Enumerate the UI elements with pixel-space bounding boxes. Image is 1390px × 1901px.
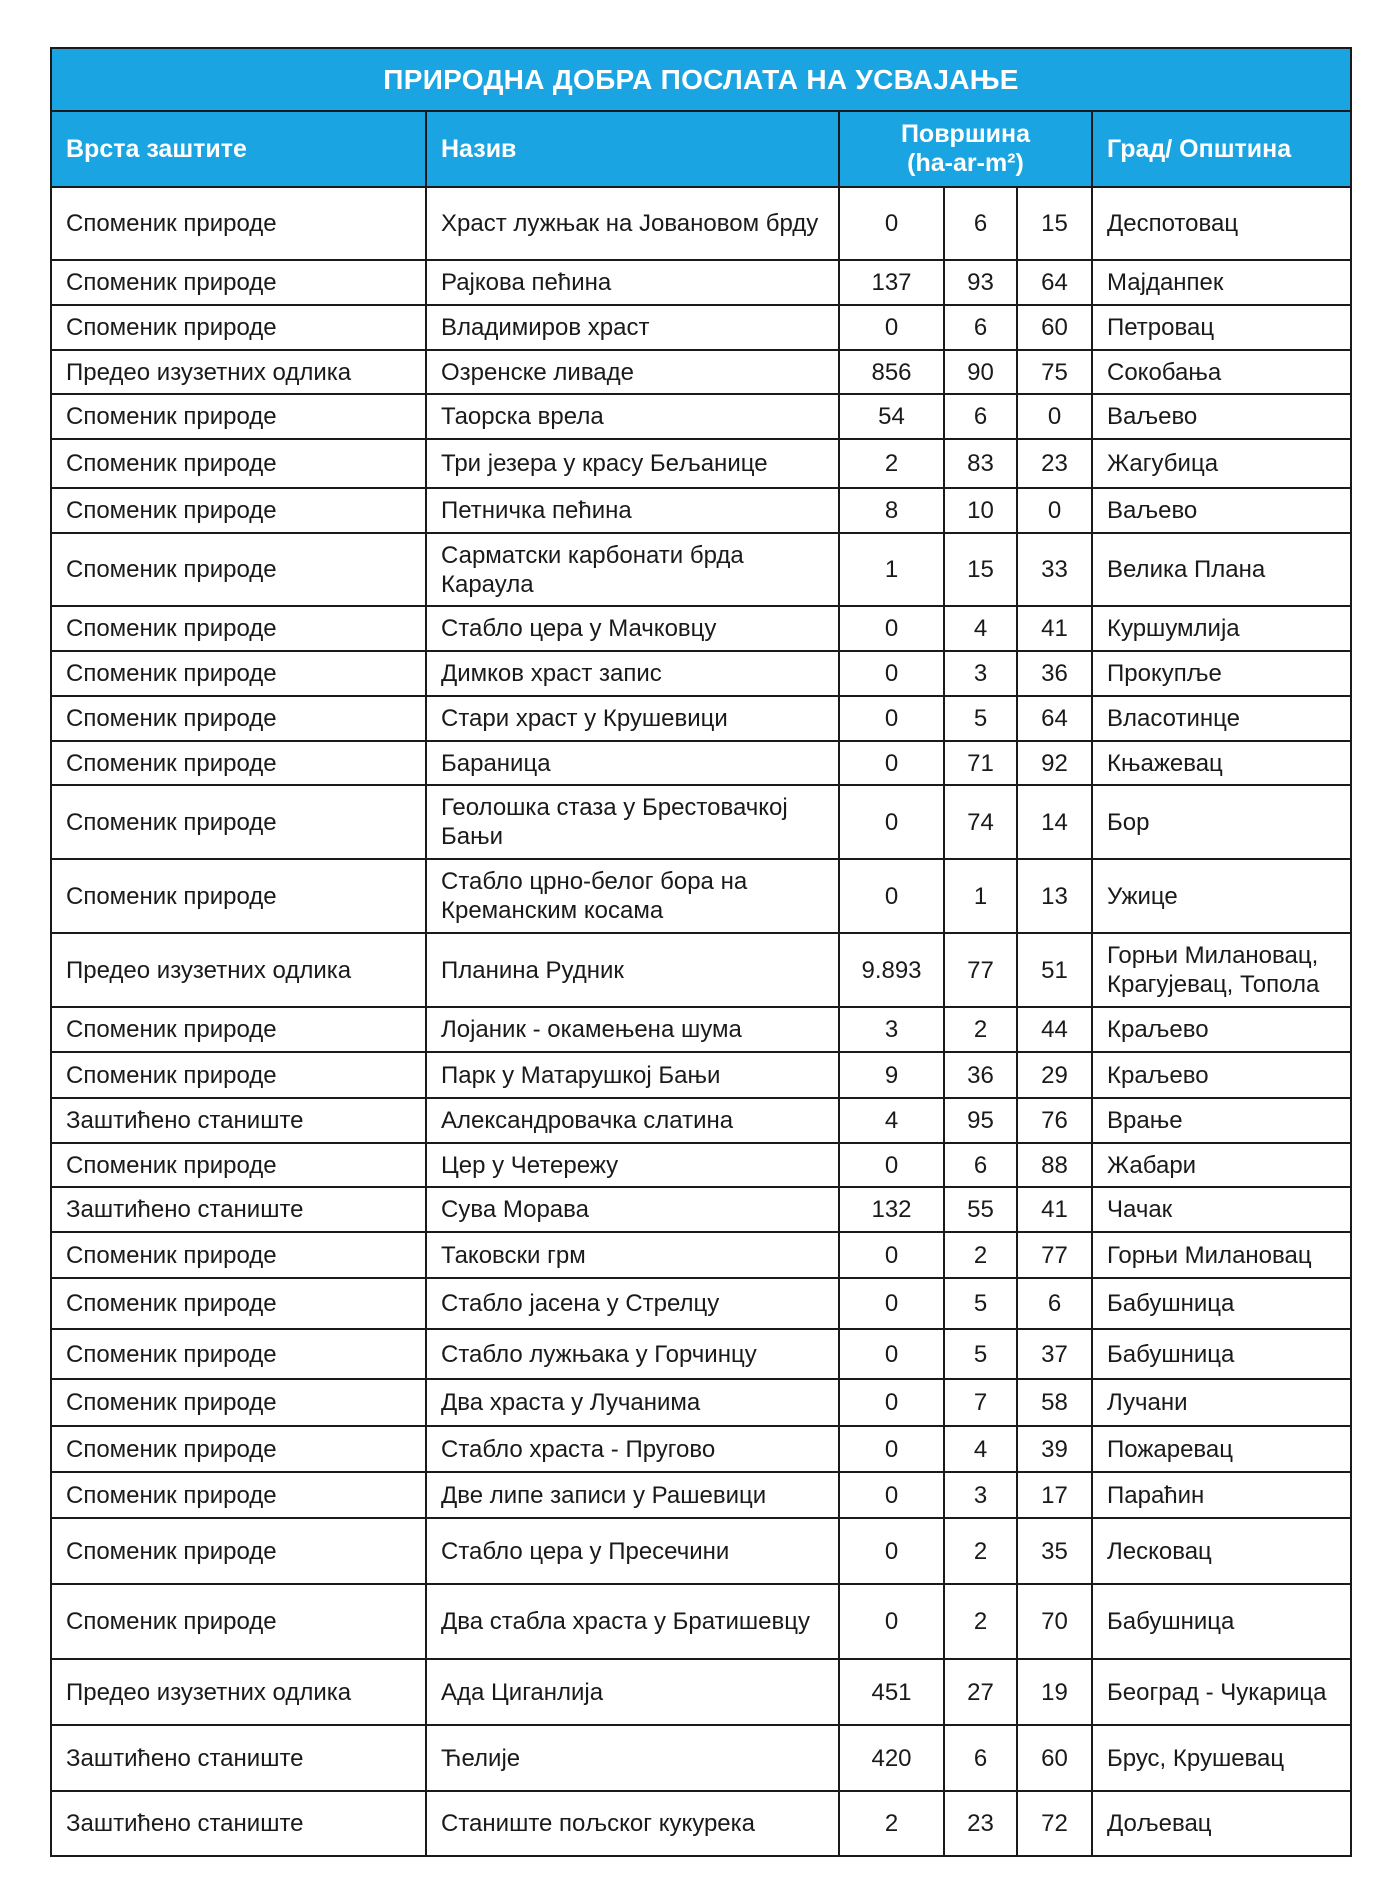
- cell-protection-type: Споменик природе: [51, 651, 426, 696]
- cell-name: Бараница: [426, 741, 839, 785]
- cell-area-m2: 23: [1017, 439, 1092, 488]
- cell-area-m2: 44: [1017, 1007, 1092, 1052]
- cell-area-m2: 75: [1017, 350, 1092, 394]
- table-row: [51, 859, 1351, 933]
- document-page: [50, 47, 1350, 1857]
- cell-city: Пожаревац: [1092, 1426, 1351, 1472]
- cell-area-ar: 5: [944, 696, 1017, 741]
- cell-area-ar: 2: [944, 1584, 1017, 1659]
- cell-area-ha: 0: [839, 1379, 944, 1426]
- cell-city: Жагубица: [1092, 439, 1351, 488]
- cell-name: Три језера у красу Бељанице: [426, 439, 839, 488]
- table-row: [51, 305, 1351, 350]
- cell-area-ar: 5: [944, 1278, 1017, 1329]
- cell-city: Горњи Милановац, Крагујевац, Топола: [1092, 933, 1351, 1007]
- cell-area-ha: 9: [839, 1052, 944, 1098]
- cell-area-ar: 23: [944, 1791, 1017, 1856]
- cell-name: Геолошка стаза у Брестовачкој Бањи: [426, 785, 839, 859]
- cell-area-m2: 39: [1017, 1426, 1092, 1472]
- cell-area-ha: 451: [839, 1659, 944, 1725]
- cell-area-m2: 41: [1017, 1187, 1092, 1232]
- cell-area-m2: 70: [1017, 1584, 1092, 1659]
- cell-area-ar: 27: [944, 1659, 1017, 1725]
- cell-protection-type: Споменик природе: [51, 1379, 426, 1426]
- cell-name: Ада Циганлија: [426, 1659, 839, 1725]
- cell-protection-type: Споменик природе: [51, 1232, 426, 1278]
- cell-city: Жабари: [1092, 1143, 1351, 1187]
- cell-area-ha: 0: [839, 859, 944, 933]
- cell-area-ar: 55: [944, 1187, 1017, 1232]
- cell-name: Стабло црно-белог бора на Креманским косама: [426, 859, 839, 933]
- cell-name: Стабло цера у Мачковцу: [426, 606, 839, 651]
- cell-area-ha: 3: [839, 1007, 944, 1052]
- header-area-unit: (ha-ar-m²): [907, 149, 1024, 177]
- cell-area-ar: 2: [944, 1007, 1017, 1052]
- cell-protection-type: Предео изузетних одлика: [51, 350, 426, 394]
- table-row: [51, 606, 1351, 651]
- cell-area-ha: 54: [839, 394, 944, 439]
- cell-city: Бабушница: [1092, 1584, 1351, 1659]
- cell-area-ha: 2: [839, 439, 944, 488]
- header-area: [839, 111, 1092, 187]
- cell-city: Београд - Чукарица: [1092, 1659, 1351, 1725]
- cell-name: Стабло храста - Пругово: [426, 1426, 839, 1472]
- cell-area-ar: 71: [944, 741, 1017, 785]
- table-row: [51, 1426, 1351, 1472]
- cell-city: Краљево: [1092, 1007, 1351, 1052]
- nature-assets-table: [50, 47, 1352, 1857]
- cell-name: Александровачка слатина: [426, 1098, 839, 1143]
- header-area-label: Површина: [900, 120, 1031, 148]
- cell-area-m2: 14: [1017, 785, 1092, 859]
- table-row: [51, 1725, 1351, 1791]
- cell-city: Куршумлија: [1092, 606, 1351, 651]
- cell-area-m2: 64: [1017, 696, 1092, 741]
- cell-city: Сокобања: [1092, 350, 1351, 394]
- table-title: ПРИРОДНА ДОБРА ПОСЛАТА НА УСВАЈАЊЕ: [51, 48, 1351, 111]
- cell-protection-type: Споменик природе: [51, 1143, 426, 1187]
- table-row: [51, 1278, 1351, 1329]
- cell-area-m2: 35: [1017, 1518, 1092, 1584]
- cell-area-ar: 5: [944, 1329, 1017, 1379]
- cell-protection-type: Споменик природе: [51, 1052, 426, 1098]
- cell-area-m2: 76: [1017, 1098, 1092, 1143]
- table-row: [51, 741, 1351, 785]
- table-row: [51, 696, 1351, 741]
- cell-area-m2: 33: [1017, 533, 1092, 606]
- cell-area-ar: 36: [944, 1052, 1017, 1098]
- cell-city: Велика Плана: [1092, 533, 1351, 606]
- table-row: [51, 1007, 1351, 1052]
- cell-area-ar: 10: [944, 488, 1017, 533]
- cell-area-ar: 2: [944, 1518, 1017, 1584]
- table-row: [51, 439, 1351, 488]
- cell-area-ha: 9.893: [839, 933, 944, 1007]
- cell-city: Лучани: [1092, 1379, 1351, 1426]
- cell-area-m2: 19: [1017, 1659, 1092, 1725]
- cell-area-ha: 0: [839, 785, 944, 859]
- cell-name: Озренске ливаде: [426, 350, 839, 394]
- cell-city: Брус, Крушевац: [1092, 1725, 1351, 1791]
- cell-city: Ужице: [1092, 859, 1351, 933]
- cell-area-ha: 0: [839, 1584, 944, 1659]
- cell-name: Храст лужњак на Јовановом брду: [426, 187, 839, 260]
- cell-area-m2: 15: [1017, 187, 1092, 260]
- cell-protection-type: Споменик природе: [51, 785, 426, 859]
- cell-protection-type: Предео изузетних одлика: [51, 933, 426, 1007]
- table-row: [51, 1472, 1351, 1518]
- cell-area-ha: 0: [839, 305, 944, 350]
- table-row: [51, 1584, 1351, 1659]
- cell-protection-type: Споменик природе: [51, 439, 426, 488]
- cell-area-ar: 4: [944, 606, 1017, 651]
- cell-city: Мајданпек: [1092, 260, 1351, 305]
- cell-protection-type: Споменик природе: [51, 1278, 426, 1329]
- cell-area-ha: 0: [839, 1278, 944, 1329]
- header-name: Назив: [426, 111, 839, 187]
- cell-name: Рајкова пећина: [426, 260, 839, 305]
- cell-name: Цер у Четережу: [426, 1143, 839, 1187]
- cell-protection-type: Споменик природе: [51, 260, 426, 305]
- cell-name: Два храста у Лучанима: [426, 1379, 839, 1426]
- cell-city: Бабушница: [1092, 1329, 1351, 1379]
- cell-area-ha: 856: [839, 350, 944, 394]
- cell-protection-type: Споменик природе: [51, 533, 426, 606]
- cell-area-ar: 6: [944, 187, 1017, 260]
- cell-area-m2: 17: [1017, 1472, 1092, 1518]
- cell-protection-type: Заштићено станиште: [51, 1187, 426, 1232]
- table-row: [51, 785, 1351, 859]
- cell-area-ha: 8: [839, 488, 944, 533]
- cell-protection-type: Споменик природе: [51, 741, 426, 785]
- cell-city: Деспотовац: [1092, 187, 1351, 260]
- cell-name: Сарматски карбонати брда Караула: [426, 533, 839, 606]
- cell-area-ar: 3: [944, 1472, 1017, 1518]
- cell-city: Чачак: [1092, 1187, 1351, 1232]
- cell-area-ar: 1: [944, 859, 1017, 933]
- cell-city: Врање: [1092, 1098, 1351, 1143]
- cell-area-ar: 6: [944, 1143, 1017, 1187]
- table-row: [51, 1518, 1351, 1584]
- table-row: [51, 651, 1351, 696]
- cell-area-ar: 3: [944, 651, 1017, 696]
- table-row: [51, 187, 1351, 260]
- table-body: [51, 187, 1351, 1856]
- cell-protection-type: Споменик природе: [51, 305, 426, 350]
- cell-area-m2: 60: [1017, 1725, 1092, 1791]
- cell-area-ar: 83: [944, 439, 1017, 488]
- cell-area-ha: 0: [839, 1426, 944, 1472]
- cell-area-ha: 1: [839, 533, 944, 606]
- cell-protection-type: Споменик природе: [51, 1584, 426, 1659]
- cell-area-ha: 0: [839, 1232, 944, 1278]
- cell-city: Дољевац: [1092, 1791, 1351, 1856]
- cell-city: Лесковац: [1092, 1518, 1351, 1584]
- cell-area-ar: 77: [944, 933, 1017, 1007]
- cell-protection-type: Предео изузетних одлика: [51, 1659, 426, 1725]
- cell-city: Књажевац: [1092, 741, 1351, 785]
- cell-area-m2: 0: [1017, 394, 1092, 439]
- cell-city: Власотинце: [1092, 696, 1351, 741]
- cell-name: Димков храст запис: [426, 651, 839, 696]
- cell-protection-type: Заштићено станиште: [51, 1725, 426, 1791]
- table-header-row: [51, 111, 1351, 187]
- cell-protection-type: Споменик природе: [51, 859, 426, 933]
- cell-area-ar: 15: [944, 533, 1017, 606]
- cell-area-ha: 0: [839, 1518, 944, 1584]
- cell-area-m2: 72: [1017, 1791, 1092, 1856]
- table-row: [51, 933, 1351, 1007]
- cell-area-m2: 88: [1017, 1143, 1092, 1187]
- cell-area-ha: 0: [839, 651, 944, 696]
- cell-area-ar: 7: [944, 1379, 1017, 1426]
- cell-name: Стабло цера у Пресечини: [426, 1518, 839, 1584]
- cell-name: Владимиров храст: [426, 305, 839, 350]
- table-row: [51, 1379, 1351, 1426]
- cell-protection-type: Споменик природе: [51, 696, 426, 741]
- cell-protection-type: Споменик природе: [51, 1472, 426, 1518]
- table-row: [51, 1098, 1351, 1143]
- cell-name: Стабло лужњака у Горчинцу: [426, 1329, 839, 1379]
- cell-protection-type: Споменик природе: [51, 1007, 426, 1052]
- cell-protection-type: Заштићено станиште: [51, 1098, 426, 1143]
- header-city: Град/ Општина: [1092, 111, 1351, 187]
- cell-area-ha: 0: [839, 606, 944, 651]
- cell-protection-type: Споменик природе: [51, 1329, 426, 1379]
- cell-protection-type: Споменик природе: [51, 1426, 426, 1472]
- cell-name: Две липе записи у Рашевици: [426, 1472, 839, 1518]
- cell-name: Таорска врела: [426, 394, 839, 439]
- cell-city: Краљево: [1092, 1052, 1351, 1098]
- cell-name: Парк у Матарушкој Бањи: [426, 1052, 839, 1098]
- cell-area-m2: 36: [1017, 651, 1092, 696]
- cell-name: Таковски грм: [426, 1232, 839, 1278]
- table-row: [51, 260, 1351, 305]
- cell-area-m2: 60: [1017, 305, 1092, 350]
- cell-name: Ћелије: [426, 1725, 839, 1791]
- cell-area-ar: 6: [944, 305, 1017, 350]
- cell-area-m2: 64: [1017, 260, 1092, 305]
- cell-area-ha: 2: [839, 1791, 944, 1856]
- cell-area-m2: 37: [1017, 1329, 1092, 1379]
- cell-city: Горњи Милановац: [1092, 1232, 1351, 1278]
- cell-area-m2: 13: [1017, 859, 1092, 933]
- cell-protection-type: Споменик природе: [51, 488, 426, 533]
- cell-area-ha: 4: [839, 1098, 944, 1143]
- cell-area-m2: 77: [1017, 1232, 1092, 1278]
- cell-name: Лојаник - окамењена шума: [426, 1007, 839, 1052]
- cell-area-ar: 6: [944, 394, 1017, 439]
- cell-area-ar: 2: [944, 1232, 1017, 1278]
- cell-city: Параћин: [1092, 1472, 1351, 1518]
- cell-name: Станиште пољског кукурека: [426, 1791, 839, 1856]
- cell-area-ha: 0: [839, 187, 944, 260]
- cell-area-m2: 29: [1017, 1052, 1092, 1098]
- cell-city: Бабушница: [1092, 1278, 1351, 1329]
- cell-area-ar: 93: [944, 260, 1017, 305]
- cell-protection-type: Заштићено станиште: [51, 1791, 426, 1856]
- table-title-row: [51, 48, 1351, 111]
- cell-protection-type: Споменик природе: [51, 187, 426, 260]
- cell-name: Планина Рудник: [426, 933, 839, 1007]
- cell-area-m2: 58: [1017, 1379, 1092, 1426]
- cell-protection-type: Споменик природе: [51, 394, 426, 439]
- cell-city: Петровац: [1092, 305, 1351, 350]
- cell-area-ha: 0: [839, 741, 944, 785]
- header-protection-type: Врста заштите: [51, 111, 426, 187]
- cell-area-ar: 4: [944, 1426, 1017, 1472]
- table-row: [51, 1052, 1351, 1098]
- table-row: [51, 1232, 1351, 1278]
- cell-name: Петничка пећина: [426, 488, 839, 533]
- cell-protection-type: Споменик природе: [51, 1518, 426, 1584]
- cell-area-ha: 137: [839, 260, 944, 305]
- cell-city: Прокупље: [1092, 651, 1351, 696]
- cell-name: Стари храст у Крушевици: [426, 696, 839, 741]
- table-row: [51, 1659, 1351, 1725]
- cell-area-m2: 0: [1017, 488, 1092, 533]
- cell-area-ha: 420: [839, 1725, 944, 1791]
- cell-city: Ваљево: [1092, 394, 1351, 439]
- cell-area-ha: 0: [839, 1143, 944, 1187]
- cell-area-ar: 6: [944, 1725, 1017, 1791]
- cell-area-ar: 74: [944, 785, 1017, 859]
- cell-area-m2: 6: [1017, 1278, 1092, 1329]
- cell-area-ha: 132: [839, 1187, 944, 1232]
- cell-name: Два стабла храста у Братишевцу: [426, 1584, 839, 1659]
- table-row: [51, 1187, 1351, 1232]
- table-row: [51, 488, 1351, 533]
- cell-area-ar: 95: [944, 1098, 1017, 1143]
- cell-area-ha: 0: [839, 1329, 944, 1379]
- table-row: [51, 533, 1351, 606]
- table-row: [51, 1143, 1351, 1187]
- cell-area-ar: 90: [944, 350, 1017, 394]
- cell-protection-type: Споменик природе: [51, 606, 426, 651]
- table-row: [51, 1791, 1351, 1856]
- cell-city: Бор: [1092, 785, 1351, 859]
- cell-area-m2: 92: [1017, 741, 1092, 785]
- cell-name: Сува Морава: [426, 1187, 839, 1232]
- table-row: [51, 350, 1351, 394]
- cell-area-ha: 0: [839, 1472, 944, 1518]
- cell-area-m2: 41: [1017, 606, 1092, 651]
- cell-area-m2: 51: [1017, 933, 1092, 1007]
- cell-name: Стабло јасена у Стрелцу: [426, 1278, 839, 1329]
- cell-city: Ваљево: [1092, 488, 1351, 533]
- table-row: [51, 1329, 1351, 1379]
- table-row: [51, 394, 1351, 439]
- cell-area-ha: 0: [839, 696, 944, 741]
